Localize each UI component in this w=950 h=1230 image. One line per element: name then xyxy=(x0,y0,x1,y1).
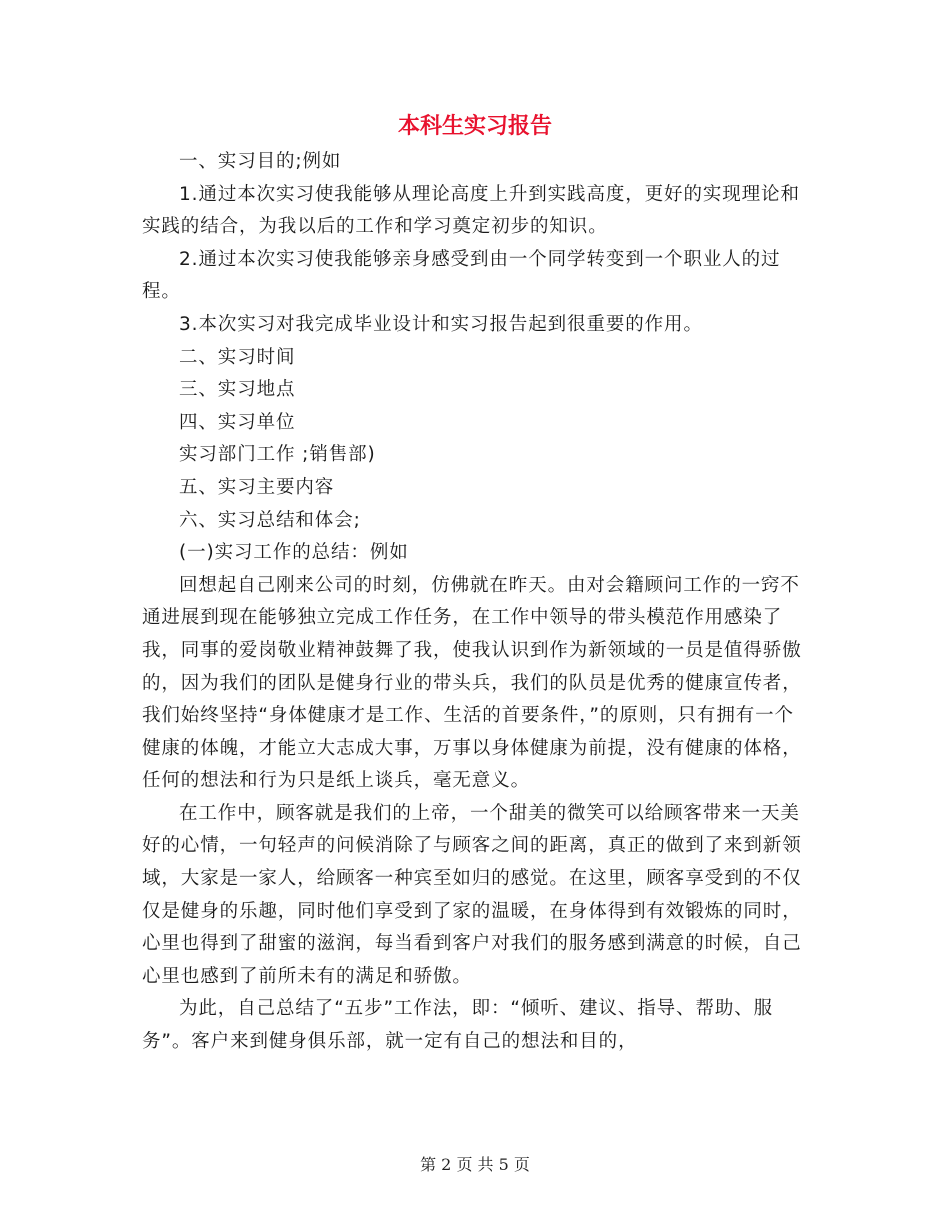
section-heading-unit: 四、实习单位 xyxy=(179,411,296,433)
section-heading-time: 二、实习时间 xyxy=(179,346,296,368)
purpose-item-2: 2.通过本次实习使我能够亲身感受到由一个同学转变到一个职业人的过程。 xyxy=(142,248,781,303)
subsection-heading-work-summary: (一)实习工作的总结：例如 xyxy=(179,542,409,564)
department-line: 实习部门工作 ;销售部) xyxy=(179,444,376,466)
body-paragraph: 为此，自己总结了“五步”工作法，即：“倾听、建议、指导、帮助、服务”。客户来到健身俱乐部，就一定有自己的想法和目的， xyxy=(142,998,774,1053)
body-paragraph: 回想起自己刚来公司的时刻，仿佛就在昨天。由对会籍顾问工作的一窍不通进展到现在能够独立完成工作任务，在工作中领导的带头模范作用感染了我，同事的爱岗敬业精神鼓舞了我，使我认识到作为新领域的一员是值得骄傲的，因为我们的团队是健身行业的带头兵，我们的队员是优秀的健康宣传者，我们始终坚持“身体健康才是工作、生活的首要条件，”的原则，只有拥有一个健康的体魄，才能立大志成大事，万事以身体健康为前提，没有健康的体格，任何的想法和行为只是纸上谈兵，毫无意义。 xyxy=(142,574,802,792)
purpose-item-3: 3.本次实习对我完成毕业设计和实习报告起到很重要的作用。 xyxy=(179,313,703,335)
document-title: 本科生实习报告 xyxy=(397,114,552,139)
section-heading-purpose: 一、实习目的;例如 xyxy=(179,151,342,172)
body-paragraph: 在工作中，顾客就是我们的上帝，一个甜美的微笑可以给顾客带来一天美好的心情，一句轻声的问候消除了与顾客之间的距离，真正的做到了来到新领域，大家是一家人，给顾客一种宾至如归的感觉。在这里，顾客享受到的不仅仅是健身的乐趣，同时他们享受到了家的温暖，在身体得到有效锻炼的同时，心里也得到了甜蜜的滋润，每当看到客户对我们的服务感到满意的时候，自己心里也感到了前所未有的满足和骄傲。 xyxy=(142,802,802,987)
section-heading-location: 三、实习地点 xyxy=(179,379,296,401)
section-heading-content: 五、实习主要内容 xyxy=(179,476,335,498)
document-body xyxy=(142,146,808,1059)
purpose-item-1: 1.通过本次实习使我能够从理论高度上升到实践高度，更好的实现理论和实践的结合，为我以后的工作和学习奠定初步的知识。 xyxy=(142,183,800,238)
section-heading-summary: 六、实习总结和体会; xyxy=(179,509,361,531)
page-number-footer: 第 2 页 共 5 页 xyxy=(420,1155,530,1174)
